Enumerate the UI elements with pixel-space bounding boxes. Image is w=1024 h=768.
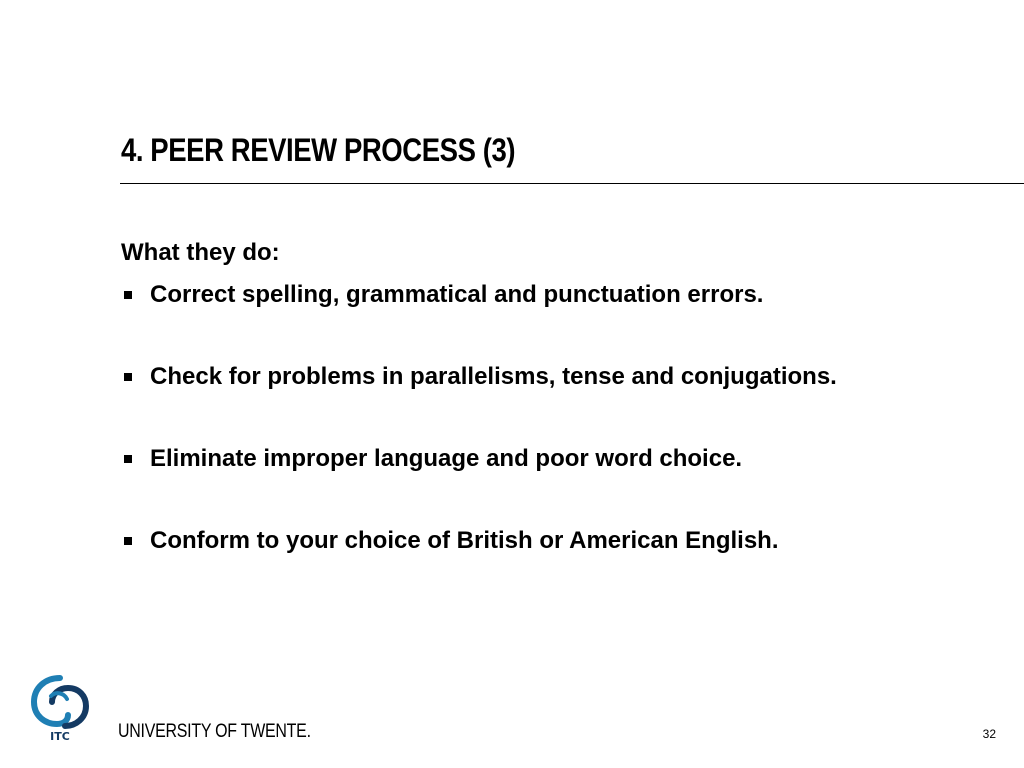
itc-logo-icon (30, 674, 90, 742)
bullet-text: Eliminate improper language and poor word choice. (150, 445, 743, 472)
bullet-item (121, 524, 1011, 558)
bullet-text: Check for problems in parallelisms, tense and conjugations. (150, 363, 837, 390)
logo-text: ITC (50, 730, 70, 742)
intro-text: What they do: (121, 239, 280, 266)
page-number: 32 (982, 727, 996, 741)
slide-title: 4. PEER REVIEW PROCESS (3) (121, 132, 516, 168)
square-bullet-icon (124, 537, 132, 545)
square-bullet-icon (124, 373, 132, 381)
bullet-text: Conform to your choice of British or American English. (150, 527, 779, 554)
bullet-item (121, 360, 1011, 394)
university-name: UNIVERSITY OF TWENTE. (118, 721, 311, 742)
slide-body (121, 236, 1011, 558)
title-divider (120, 183, 1024, 184)
square-bullet-icon (124, 455, 132, 463)
bullet-item (121, 278, 1011, 312)
square-bullet-icon (124, 291, 132, 299)
bullet-item (121, 442, 1011, 476)
bullet-text: Correct spelling, grammatical and punctuation errors. (150, 281, 764, 308)
